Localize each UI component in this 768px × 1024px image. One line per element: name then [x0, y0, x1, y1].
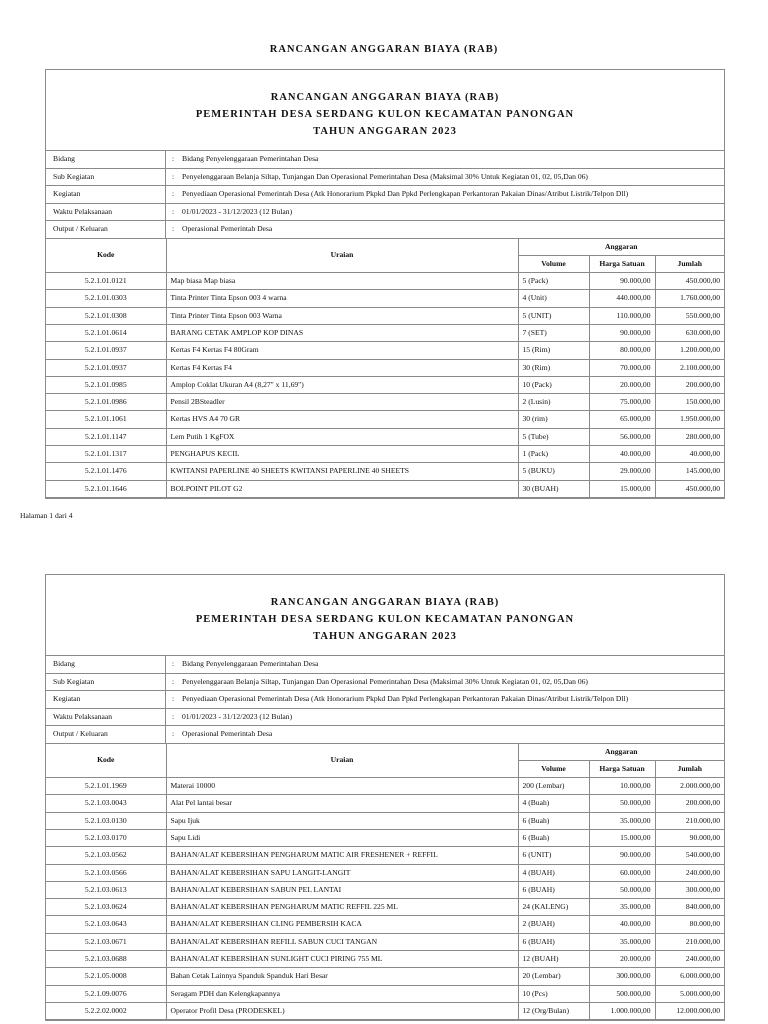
rab-header: [46, 575, 724, 656]
cell-volume: 7 (SET): [518, 324, 589, 341]
table-row: [46, 463, 724, 480]
cell-kode: 5.2.1.03.0562: [46, 847, 166, 864]
cell-harga: 29.000,00: [589, 463, 655, 480]
cell-jumlah: 450.000,00: [655, 273, 724, 290]
cell-jumlah: 145.000,00: [655, 463, 724, 480]
info-block: [46, 151, 724, 239]
cell-volume: 20 (Lembar): [518, 968, 589, 985]
table-row: [46, 864, 724, 881]
cell-jumlah: 200.000,00: [655, 376, 724, 393]
cell-volume: 12 (Org/Bulan): [518, 1002, 589, 1019]
cell-volume: 15 (Rim): [518, 342, 589, 359]
cell-kode: 5.2.1.01.0308: [46, 307, 166, 324]
table-row: [46, 968, 724, 985]
cell-volume: 30 (rim): [518, 411, 589, 428]
table-row: [46, 881, 724, 898]
col-kode: Kode: [46, 239, 166, 273]
table-row: [46, 376, 724, 393]
cell-jumlah: 280.000,00: [655, 428, 724, 445]
header-institution: PEMERINTAH DESA SERDANG KULON KECAMATAN PANONGAN: [195, 109, 575, 120]
cell-harga: 60.000,00: [589, 864, 655, 881]
table-row: [46, 411, 724, 428]
table-row: [46, 428, 724, 445]
cell-jumlah: 240.000,00: [655, 864, 724, 881]
table-row: [46, 916, 724, 933]
cell-uraian: Kertas HVS A4 70 GR: [166, 411, 518, 428]
document-title: RANCANGAN ANGGARAN BIAYA (RAB): [269, 44, 499, 55]
cell-volume: 5 (Tube): [518, 428, 589, 445]
cell-harga: 20.000,00: [589, 376, 655, 393]
cell-jumlah: 150.000,00: [655, 394, 724, 411]
col-anggaran: Anggaran: [518, 744, 724, 761]
cell-kode: 5.2.1.01.0303: [46, 290, 166, 307]
info-row-output: Output / Keluaran : Operasional Pemerintah Desa: [46, 221, 724, 239]
col-volume: Volume: [518, 255, 589, 272]
cell-volume: 2 (Lusin): [518, 394, 589, 411]
col-uraian: Uraian: [166, 239, 518, 273]
cell-uraian: Sapu Ijuk: [166, 812, 518, 829]
cell-harga: 500.000,00: [589, 985, 655, 1002]
cell-uraian: Amplop Coklat Ukuran A4 (8,27" x 11,69"): [166, 376, 518, 393]
cell-uraian: Kertas F4 Kertas F4: [166, 359, 518, 376]
table-row: [46, 394, 724, 411]
cell-uraian: Seragam PDH dan Kelengkapannya: [166, 985, 518, 1002]
table-row: [46, 342, 724, 359]
cell-uraian: Materai 10000: [166, 778, 518, 795]
cell-kode: 5.2.1.01.0937: [46, 359, 166, 376]
header-fiscal-year: TAHUN ANGGARAN 2023: [313, 631, 457, 642]
cell-harga: 90.000,00: [589, 847, 655, 864]
cell-volume: 1 (Pack): [518, 446, 589, 463]
info-block: [46, 656, 724, 744]
cell-kode: 5.2.1.03.0130: [46, 812, 166, 829]
cell-uraian: Tinta Printer Tinta Epson 003 4 warna: [166, 290, 518, 307]
cell-uraian: BAHAN/ALAT KEBERSIHAN SUNLIGHT CUCI PIRING 755 ML: [166, 951, 518, 968]
header-fiscal-year: TAHUN ANGGARAN 2023: [313, 126, 457, 137]
cell-harga: 35.000,00: [589, 899, 655, 916]
cell-harga: 90.000,00: [589, 273, 655, 290]
rab-page-1: [45, 69, 725, 499]
cell-jumlah: 40.000,00: [655, 446, 724, 463]
cell-kode: 5.2.1.01.0614: [46, 324, 166, 341]
table-row: [46, 307, 724, 324]
col-jumlah: Jumlah: [655, 255, 724, 272]
info-row-sub-kegiatan: Sub Kegiatan : Penyelenggaraan Belanja Siltap, Tunjangan Dan Operasional Pemerintahan Desa (Maksimal 30% Untuk Kegiatan 01, 02, 05,Dan 06): [46, 674, 724, 692]
cell-harga: 15.000,00: [589, 829, 655, 846]
cell-volume: 6 (BUAH): [518, 881, 589, 898]
cell-kode: 5.2.1.01.0986: [46, 394, 166, 411]
cell-harga: 10.000,00: [589, 778, 655, 795]
cell-harga: 440.000,00: [589, 290, 655, 307]
cell-jumlah: 630.000,00: [655, 324, 724, 341]
table-row: [46, 359, 724, 376]
cell-uraian: Map biasa Map biasa: [166, 273, 518, 290]
cell-uraian: BARANG CETAK AMPLOP KOP DINAS: [166, 324, 518, 341]
table-row: [46, 847, 724, 864]
cell-uraian: Lem Putih 1 KgFOX: [166, 428, 518, 445]
cell-kode: 5.2.1.01.1646: [46, 480, 166, 497]
cell-harga: 40.000,00: [589, 446, 655, 463]
cell-uraian: Kertas F4 Kertas F4 80Gram: [166, 342, 518, 359]
info-row-bidang: Bidang : Bidang Penyelenggaraan Pemerintahan Desa: [46, 151, 724, 169]
cell-kode: 5.2.1.05.0008: [46, 968, 166, 985]
cell-volume: 200 (Lembar): [518, 778, 589, 795]
header-title: RANCANGAN ANGGARAN BIAYA (RAB): [270, 92, 500, 103]
cell-jumlah: 90.000,00: [655, 829, 724, 846]
cell-volume: 30 (Rim): [518, 359, 589, 376]
cell-kode: 5.2.2.02.0002: [46, 1002, 166, 1019]
cell-jumlah: 80.000,00: [655, 916, 724, 933]
cell-kode: 5.2.1.03.0613: [46, 881, 166, 898]
cell-jumlah: 840.000,00: [655, 899, 724, 916]
cell-jumlah: 2.000.000,00: [655, 778, 724, 795]
table-row: [46, 446, 724, 463]
cell-kode: 5.2.1.01.0937: [46, 342, 166, 359]
col-harga: Harga Satuan: [589, 760, 655, 777]
header-institution: PEMERINTAH DESA SERDANG KULON KECAMATAN PANONGAN: [195, 614, 575, 625]
cell-jumlah: 210.000,00: [655, 933, 724, 950]
cell-uraian: Bahan Cetak Lainnya Spanduk Spanduk Hari Besar: [166, 968, 518, 985]
cell-jumlah: 1.760.000,00: [655, 290, 724, 307]
col-volume: Volume: [518, 760, 589, 777]
cell-jumlah: 300.000,00: [655, 881, 724, 898]
cell-kode: 5.2.1.01.0121: [46, 273, 166, 290]
cell-volume: 10 (Pack): [518, 376, 589, 393]
table-row: [46, 795, 724, 812]
cell-volume: 6 (Buah): [518, 829, 589, 846]
table-row: [46, 324, 724, 341]
info-row-kegiatan: Kegiatan : Penyediaan Operasional Pemerintah Desa (Atk Honorarium Pkpkd Dan Ppkd Perlengkapan Perkantoran Pakaian Dinas/Atribut Listrik/Telpon Dll): [46, 691, 724, 709]
table-row: [46, 273, 724, 290]
cell-harga: 20.000,00: [589, 951, 655, 968]
cell-harga: 40.000,00: [589, 916, 655, 933]
cell-harga: 300.000,00: [589, 968, 655, 985]
cell-harga: 56.000,00: [589, 428, 655, 445]
budget-table: [46, 239, 724, 498]
cell-volume: 4 (Unit): [518, 290, 589, 307]
cell-volume: 5 (BUKU): [518, 463, 589, 480]
cell-volume: 6 (Buah): [518, 812, 589, 829]
table-row: [46, 1002, 724, 1019]
cell-uraian: BAHAN/ALAT KEBERSIHAN REFILL SABUN CUCI TANGAN: [166, 933, 518, 950]
cell-jumlah: 210.000,00: [655, 812, 724, 829]
cell-kode: 5.2.1.01.1969: [46, 778, 166, 795]
cell-kode: 5.2.1.03.0671: [46, 933, 166, 950]
cell-harga: 15.000,00: [589, 480, 655, 497]
cell-harga: 35.000,00: [589, 812, 655, 829]
info-row-kegiatan: Kegiatan : Penyediaan Operasional Pemerintah Desa (Atk Honorarium Pkpkd Dan Ppkd Perlengkapan Perkantoran Pakaian Dinas/Atribut Listrik/Telpon Dll): [46, 186, 724, 204]
cell-uraian: Alat Pel lantai besar: [166, 795, 518, 812]
table-row: [46, 480, 724, 497]
cell-jumlah: 1.950.000,00: [655, 411, 724, 428]
cell-volume: 2 (BUAH): [518, 916, 589, 933]
cell-jumlah: 450.000,00: [655, 480, 724, 497]
cell-kode: 5.2.1.01.1061: [46, 411, 166, 428]
cell-volume: 5 (Pack): [518, 273, 589, 290]
info-row-waktu: Waktu Pelaksanaan : 01/01/2023 - 31/12/2023 (12 Bulan): [46, 709, 724, 727]
cell-harga: 110.000,00: [589, 307, 655, 324]
col-jumlah: Jumlah: [655, 760, 724, 777]
col-anggaran: Anggaran: [518, 239, 724, 256]
cell-volume: 10 (Pcs): [518, 985, 589, 1002]
col-harga: Harga Satuan: [589, 255, 655, 272]
cell-jumlah: 540.000,00: [655, 847, 724, 864]
cell-harga: 90.000,00: [589, 324, 655, 341]
cell-uraian: BOLPOINT PILOT G2: [166, 480, 518, 497]
info-row-output: Output / Keluaran : Operasional Pemerintah Desa: [46, 726, 724, 744]
cell-jumlah: 5.000.000,00: [655, 985, 724, 1002]
cell-uraian: PENGHAPUS KECIL: [166, 446, 518, 463]
cell-volume: 6 (UNIT): [518, 847, 589, 864]
cell-jumlah: 2.100.000,00: [655, 359, 724, 376]
cell-harga: 50.000,00: [589, 881, 655, 898]
cell-volume: 30 (BUAH): [518, 480, 589, 497]
budget-table: [46, 744, 724, 1021]
cell-uraian: Tinta Printer Tinta Epson 003 Warna: [166, 307, 518, 324]
table-row: [46, 985, 724, 1002]
cell-harga: 75.000,00: [589, 394, 655, 411]
table-row: [46, 778, 724, 795]
cell-uraian: KWITANSI PAPERLINE 40 SHEETS KWITANSI PAPERLINE 40 SHEETS: [166, 463, 518, 480]
info-row-sub-kegiatan: Sub Kegiatan : Penyelenggaraan Belanja Siltap, Tunjangan Dan Operasional Pemerintahan Desa (Maksimal 30% Untuk Kegiatan 01, 02, 05,Dan 06): [46, 169, 724, 187]
cell-harga: 70.000,00: [589, 359, 655, 376]
cell-volume: 12 (BUAH): [518, 951, 589, 968]
cell-kode: 5.2.1.03.0688: [46, 951, 166, 968]
header-title: RANCANGAN ANGGARAN BIAYA (RAB): [270, 597, 500, 608]
table-body: [46, 778, 724, 1020]
cell-jumlah: 240.000,00: [655, 951, 724, 968]
table-row: [46, 812, 724, 829]
cell-kode: 5.2.1.09.0076: [46, 985, 166, 1002]
cell-kode: 5.2.1.03.0566: [46, 864, 166, 881]
cell-uraian: Pensil 2BSteadler: [166, 394, 518, 411]
cell-harga: 35.000,00: [589, 933, 655, 950]
cell-harga: 50.000,00: [589, 795, 655, 812]
table-row: [46, 829, 724, 846]
table-row: [46, 951, 724, 968]
cell-volume: 24 (KALENG): [518, 899, 589, 916]
table-row: [46, 933, 724, 950]
cell-volume: 4 (Buah): [518, 795, 589, 812]
cell-kode: 5.2.1.03.0170: [46, 829, 166, 846]
cell-jumlah: 6.000.000,00: [655, 968, 724, 985]
info-row-waktu: Waktu Pelaksanaan : 01/01/2023 - 31/12/2023 (12 Bulan): [46, 204, 724, 222]
info-row-bidang: Bidang : Bidang Penyelenggaraan Pemerintahan Desa: [46, 656, 724, 674]
cell-jumlah: 1.200.000,00: [655, 342, 724, 359]
rab-page-2: [45, 574, 725, 1021]
cell-jumlah: 200.000,00: [655, 795, 724, 812]
cell-kode: 5.2.1.01.1147: [46, 428, 166, 445]
cell-kode: 5.2.1.03.0643: [46, 916, 166, 933]
cell-uraian: Sapu Lidi: [166, 829, 518, 846]
table-row: [46, 290, 724, 307]
cell-kode: 5.2.1.03.0624: [46, 899, 166, 916]
cell-volume: 5 (UNIT): [518, 307, 589, 324]
cell-harga: 1.000.000,00: [589, 1002, 655, 1019]
col-kode: Kode: [46, 744, 166, 778]
cell-volume: 6 (BUAH): [518, 933, 589, 950]
cell-uraian: BAHAN/ALAT KEBERSIHAN SABUN PEL LANTAI: [166, 881, 518, 898]
col-uraian: Uraian: [166, 744, 518, 778]
cell-jumlah: 12.000.000,00: [655, 1002, 724, 1019]
cell-uraian: BAHAN/ALAT KEBERSIHAN PENGHARUM MATIC AIR FRESHENER + REFFIL: [166, 847, 518, 864]
page-footer: Halaman 1 dari 4: [20, 511, 73, 520]
cell-jumlah: 550.000,00: [655, 307, 724, 324]
cell-volume: 4 (BUAH): [518, 864, 589, 881]
cell-kode: 5.2.1.01.1476: [46, 463, 166, 480]
rab-header: [46, 70, 724, 151]
cell-uraian: BAHAN/ALAT KEBERSIHAN CLING PEMBERSIH KACA: [166, 916, 518, 933]
cell-uraian: Operator Profil Desa (PRODESKEL): [166, 1002, 518, 1019]
table-row: [46, 899, 724, 916]
cell-kode: 5.2.1.01.0985: [46, 376, 166, 393]
cell-kode: 5.2.1.03.0043: [46, 795, 166, 812]
table-body: [46, 273, 724, 498]
cell-kode: 5.2.1.01.1317: [46, 446, 166, 463]
cell-uraian: BAHAN/ALAT KEBERSIHAN PENGHARUM MATIC REFFIL 225 ML: [166, 899, 518, 916]
cell-harga: 65.000,00: [589, 411, 655, 428]
cell-uraian: BAHAN/ALAT KEBERSIHAN SAPU LANGIT-LANGIT: [166, 864, 518, 881]
cell-harga: 80.000,00: [589, 342, 655, 359]
